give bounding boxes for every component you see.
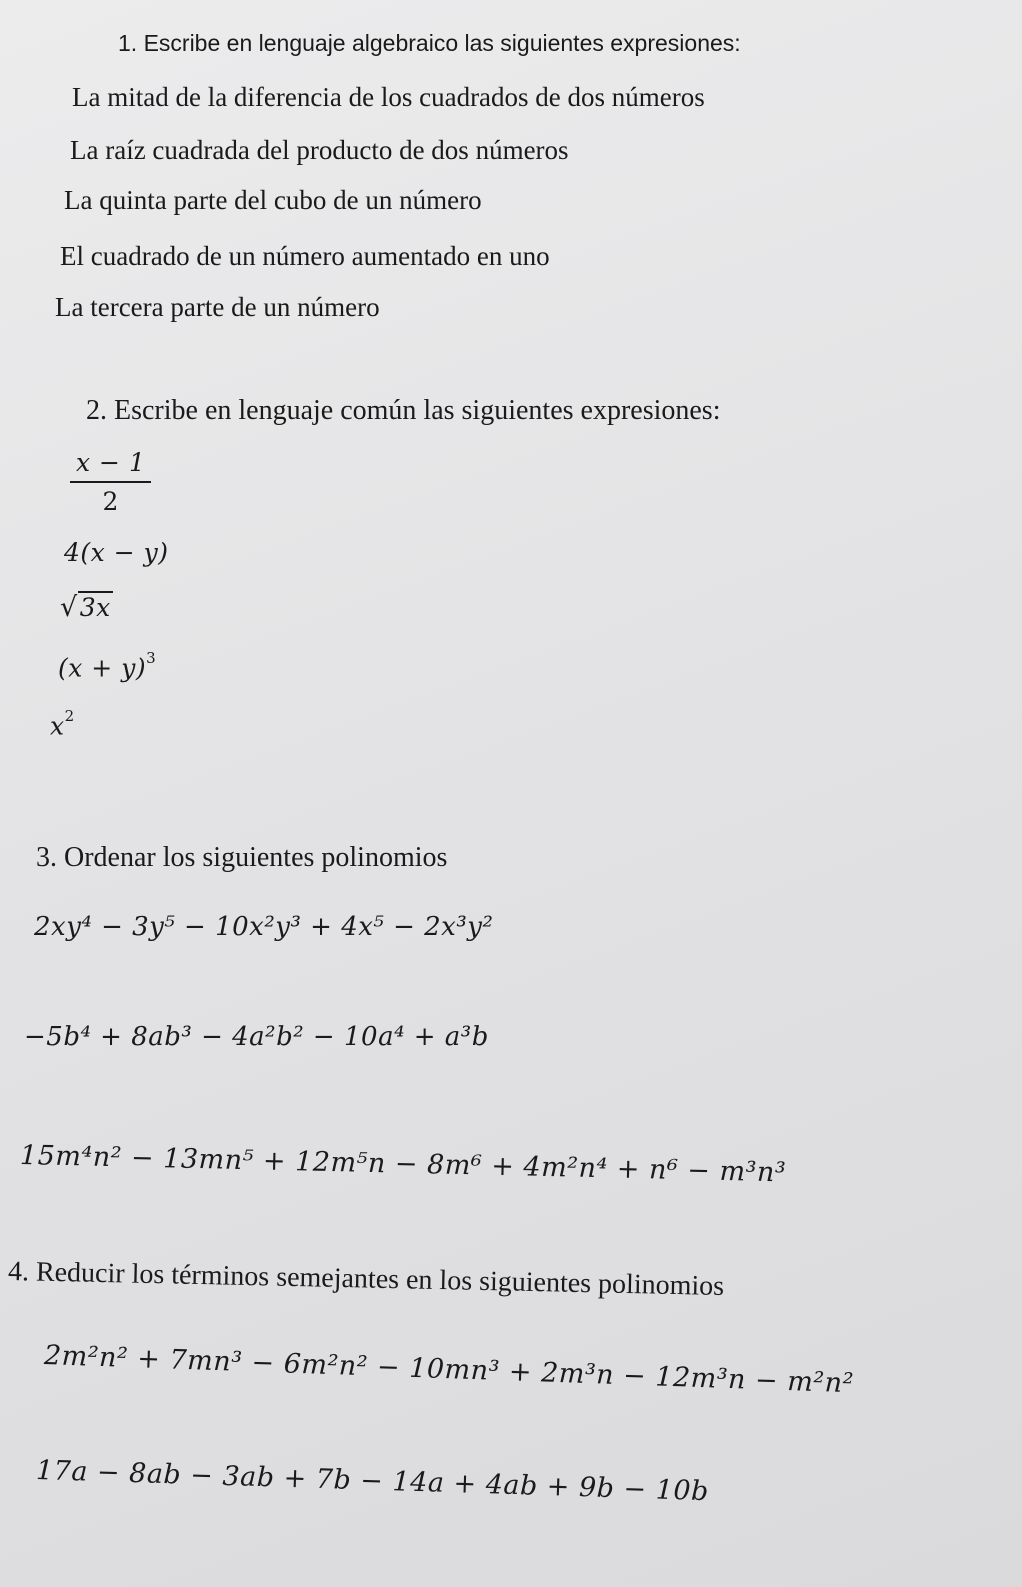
expr-fraction: [70, 448, 151, 516]
square-base: x: [50, 711, 65, 741]
section-3-title: 3. Ordenar los siguientes polinomios: [36, 842, 448, 873]
radical-sign: √: [60, 592, 78, 623]
section-2-title: 2. Escribe en lenguaje común las siguientes expresiones:: [86, 395, 721, 426]
expr-product: 4(x − y): [64, 538, 169, 567]
expr-square-root: [60, 592, 113, 623]
poly-order-1: 2xy⁴ − 3y⁵ − 10x²y³ + 4x⁵ − 2x³y²: [34, 912, 494, 942]
cube-base: (x + y): [58, 653, 147, 683]
section-1-item-3: La quinta parte del cubo de un número: [64, 185, 482, 215]
expr-square: [50, 707, 75, 741]
section-1-item-2: La raíz cuadrada del producto de dos números: [70, 135, 569, 165]
cube-exponent: 3: [146, 649, 157, 667]
section-4-title: 4. Reducir los términos semejantes en los siguientes polinomios: [7, 1256, 725, 1302]
poly-order-3: 15m⁴n² − 13mn⁵ + 12m⁵n − 8m⁶ + 4m²n⁴ + n⁶ − m³n³: [19, 1140, 787, 1189]
poly-reduce-2: 17a − 8ab − 3ab + 7b − 14a + 4ab + 9b − 10b: [35, 1455, 710, 1508]
section-1-item-4: El cuadrado de un número aumentado en uno: [60, 241, 550, 271]
section-1-title: 1. Escribe en lenguaje algebraico las siguientes expresiones:: [118, 30, 741, 56]
expr-cube: [58, 649, 157, 683]
radicand: 3x: [79, 593, 111, 622]
section-1-item-5: La tercera parte de un número: [55, 292, 380, 322]
fraction-numerator: x − 1: [70, 448, 151, 483]
fraction-denominator: 2: [102, 487, 119, 516]
section-1-item-1: La mitad de la diferencia de los cuadrados de dos números: [72, 82, 705, 112]
poly-reduce-1: 2m²n² + 7mn³ − 6m²n² − 10mn³ + 2m³n − 12m³n − m²n²: [43, 1340, 855, 1400]
square-exponent: 2: [64, 707, 75, 725]
poly-order-2: −5b⁴ + 8ab³ − 4a²b² − 10a⁴ + a³b: [24, 1022, 489, 1052]
